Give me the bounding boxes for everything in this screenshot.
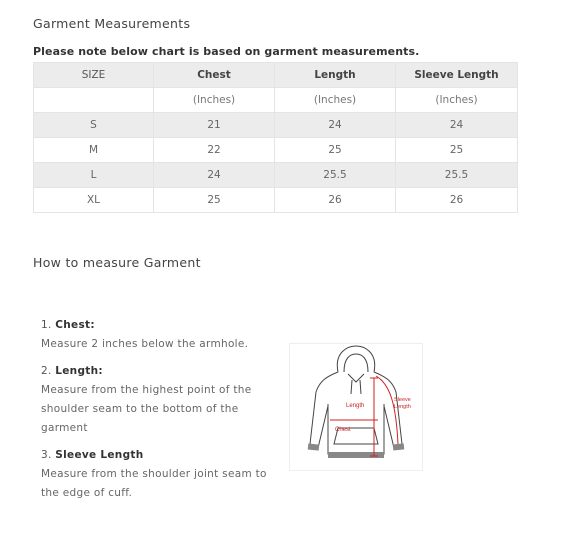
size-chart-table	[33, 62, 518, 213]
length-cell: 25.5	[275, 163, 396, 188]
sleeve-length-cell: 24	[396, 113, 518, 138]
chest-cell: 25	[154, 188, 275, 213]
chest-label: Chest	[335, 427, 351, 433]
table-row	[34, 113, 518, 138]
sleeve-label-line2: Length	[394, 404, 411, 410]
sleeve-length-cell: 25	[396, 138, 518, 163]
column-header-size: SIZE	[34, 63, 154, 88]
column-header-length: Length	[275, 63, 396, 88]
length-cell: 26	[275, 188, 396, 213]
step-text: Measure 2 inches below the armhole.	[41, 338, 249, 350]
step-chest	[41, 316, 281, 354]
table-header-row	[34, 63, 518, 88]
column-header-sleeve-length: Sleeve Length	[396, 63, 518, 88]
length-label: Length	[346, 403, 365, 409]
size-cell: S	[34, 113, 154, 138]
unit-cell: (Inches)	[154, 88, 275, 113]
hoodie-measurement-diagram	[289, 343, 423, 471]
sleeve-label-line1: Sleeve	[394, 397, 411, 403]
length-cell: 24	[275, 113, 396, 138]
unit-cell	[34, 88, 154, 113]
page-title: Garment Measurements	[33, 16, 191, 31]
table-row	[34, 163, 518, 188]
size-cell: M	[34, 138, 154, 163]
chest-cell: 22	[154, 138, 275, 163]
chest-cell: 24	[154, 163, 275, 188]
step-number: 2.	[41, 365, 52, 377]
step-label: Sleeve Length	[55, 449, 144, 461]
size-chart-note: Please note below chart is based on garment measurements.	[33, 45, 420, 58]
step-length	[41, 362, 281, 438]
unit-cell: (Inches)	[396, 88, 518, 113]
sleeve-length-cell: 25.5	[396, 163, 518, 188]
chest-cell: 21	[154, 113, 275, 138]
table-units-row	[34, 88, 518, 113]
column-header-chest: Chest	[154, 63, 275, 88]
measure-steps	[41, 316, 281, 511]
length-cell: 25	[275, 138, 396, 163]
step-text: Measure from the highest point of the shoulder seam to the bottom of the garment	[41, 384, 252, 434]
size-cell: L	[34, 163, 154, 188]
how-to-measure-heading: How to measure Garment	[33, 255, 201, 270]
sleeve-length-cell: 26	[396, 188, 518, 213]
unit-cell: (Inches)	[275, 88, 396, 113]
table-row	[34, 138, 518, 163]
step-text: Measure from the shoulder joint seam to the edge of cuff.	[41, 468, 267, 499]
step-number: 3.	[41, 449, 52, 461]
hoodie-illustration	[290, 344, 422, 470]
step-label: Chest:	[55, 319, 95, 331]
step-label: Length:	[55, 365, 103, 377]
size-cell: XL	[34, 188, 154, 213]
step-sleeve-length	[41, 446, 281, 503]
table-row	[34, 188, 518, 213]
step-number: 1.	[41, 319, 52, 331]
